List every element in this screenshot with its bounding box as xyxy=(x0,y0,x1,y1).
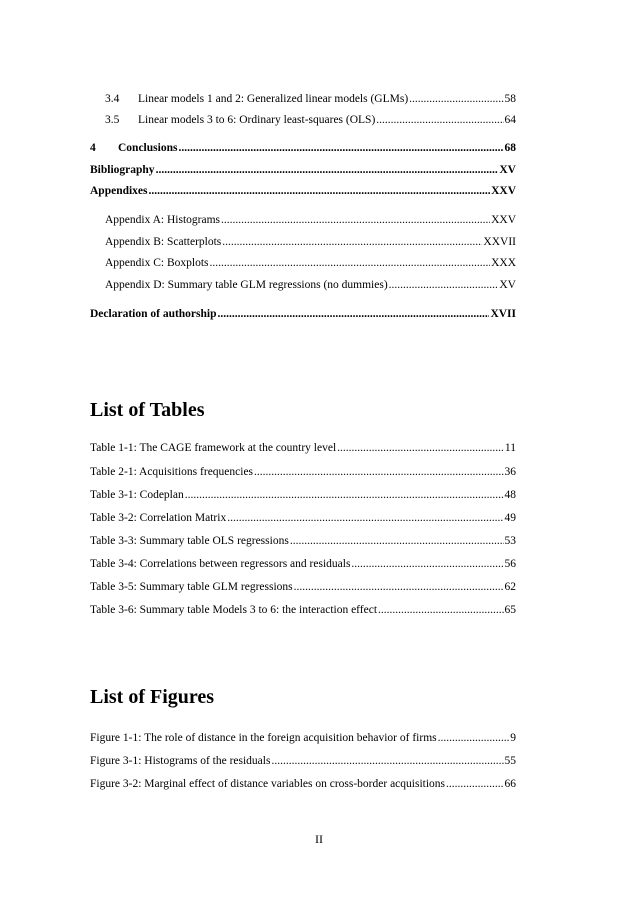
toc-title: Appendixes xyxy=(90,185,148,197)
dot-leader xyxy=(438,731,510,746)
dot-leader xyxy=(156,163,499,178)
dot-leader xyxy=(376,113,503,128)
toc-title: Appendix C: Boxplots xyxy=(105,257,209,269)
table-entry[interactable] xyxy=(90,511,516,526)
entry-title: Table 1-1: The CAGE framework at the country level xyxy=(90,442,337,454)
list-of-figures-heading: List of Figures xyxy=(90,686,215,708)
toc-entry-appendix-c[interactable] xyxy=(105,256,516,271)
dot-leader xyxy=(185,488,504,503)
table-entry[interactable] xyxy=(90,465,516,480)
toc-page: XXV xyxy=(491,214,516,226)
toc-number: 3.4 xyxy=(105,93,120,105)
entry-page: 49 xyxy=(504,512,516,524)
toc-entry-appendixes[interactable] xyxy=(90,184,516,199)
dot-leader xyxy=(337,441,504,456)
dot-leader xyxy=(271,754,503,769)
dot-leader xyxy=(378,603,503,618)
entry-title: Figure 1-1: The role of distance in the foreign acquisition behavior of firms xyxy=(90,732,437,744)
entry-page: 56 xyxy=(504,558,516,570)
toc-page: XXV xyxy=(491,185,516,197)
table-entry[interactable] xyxy=(90,441,516,456)
dot-leader xyxy=(294,580,504,595)
toc-number: 4 xyxy=(90,142,96,154)
dot-leader xyxy=(254,465,503,480)
toc-page: XVII xyxy=(490,308,516,320)
dot-leader xyxy=(227,511,503,526)
entry-title: Figure 3-1: Histograms of the residuals xyxy=(90,755,271,767)
dot-leader xyxy=(210,256,491,271)
entry-title: Table 2-1: Acquisitions frequencies xyxy=(90,466,254,478)
dot-leader xyxy=(149,184,491,199)
table-entry[interactable] xyxy=(90,603,516,618)
dot-leader xyxy=(178,141,503,156)
dot-leader xyxy=(409,92,503,107)
dot-leader xyxy=(218,307,490,322)
toc-entry-declaration[interactable] xyxy=(90,307,516,322)
toc-entry-3-5[interactable] xyxy=(105,113,516,128)
toc-title: Bibliography xyxy=(90,164,155,176)
entry-page: 53 xyxy=(504,535,516,547)
dot-leader xyxy=(446,777,503,792)
list-of-tables-heading: List of Tables xyxy=(90,399,205,421)
toc-page: 64 xyxy=(504,114,516,126)
toc-page: XV xyxy=(499,164,516,176)
dot-leader xyxy=(222,235,482,250)
dot-leader xyxy=(389,278,499,293)
entry-page: 55 xyxy=(504,755,516,767)
figure-entry[interactable] xyxy=(90,777,516,792)
toc-entry-appendix-a[interactable] xyxy=(105,213,516,228)
toc-page: XXVII xyxy=(483,236,516,248)
toc-entry-appendix-b[interactable] xyxy=(105,235,516,250)
toc-title: Appendix D: Summary table GLM regressions (no dummies) xyxy=(105,279,388,291)
figure-entry[interactable] xyxy=(90,731,516,746)
entry-page: 48 xyxy=(504,489,516,501)
entry-page: 11 xyxy=(504,442,516,454)
toc-entry-bibliography[interactable] xyxy=(90,163,516,178)
toc-title: Appendix A: Histograms xyxy=(105,214,220,226)
entry-title: Table 3-6: Summary table Models 3 to 6: the interaction effect xyxy=(90,604,378,616)
table-entry[interactable] xyxy=(90,534,516,549)
table-entry[interactable] xyxy=(90,488,516,503)
toc-entry-appendix-d[interactable] xyxy=(105,278,516,293)
entry-page: 9 xyxy=(510,732,516,744)
toc-page: 68 xyxy=(504,142,516,154)
toc-number: 3.5 xyxy=(105,114,120,126)
entry-title: Table 3-3: Summary table OLS regressions xyxy=(90,535,289,547)
entry-title: Table 3-2: Correlation Matrix xyxy=(90,512,227,524)
figure-entry[interactable] xyxy=(90,754,516,769)
dot-leader xyxy=(221,213,490,228)
toc-title: Linear models 1 and 2: Generalized linear models (GLMs) xyxy=(138,93,409,105)
toc-title: Conclusions xyxy=(118,142,178,154)
toc-page: 58 xyxy=(504,93,516,105)
dot-leader xyxy=(351,557,503,572)
table-entry[interactable] xyxy=(90,580,516,595)
toc-entry-3-4[interactable] xyxy=(105,92,516,107)
entry-title: Table 3-4: Correlations between regressors and residuals xyxy=(90,558,351,570)
entry-title: Figure 3-2: Marginal effect of distance variables on cross-border acquisitions xyxy=(90,778,446,790)
entry-page: 36 xyxy=(504,466,516,478)
toc-title: Declaration of authorship xyxy=(90,308,217,320)
table-entry[interactable] xyxy=(90,557,516,572)
entry-page: 66 xyxy=(504,778,516,790)
page-number: II xyxy=(315,832,323,846)
toc-entry-4[interactable] xyxy=(90,141,516,156)
entry-page: 65 xyxy=(504,604,516,616)
toc-page: XV xyxy=(499,279,516,291)
toc-title: Linear models 3 to 6: Ordinary least-squares (OLS) xyxy=(138,114,376,126)
entry-title: Table 3-1: Codeplan xyxy=(90,489,184,501)
toc-title: Appendix B: Scatterplots xyxy=(105,236,222,248)
entry-title: Table 3-5: Summary table GLM regressions xyxy=(90,581,293,593)
entry-page: 62 xyxy=(504,581,516,593)
dot-leader xyxy=(290,534,504,549)
toc-page: XXX xyxy=(491,257,516,269)
